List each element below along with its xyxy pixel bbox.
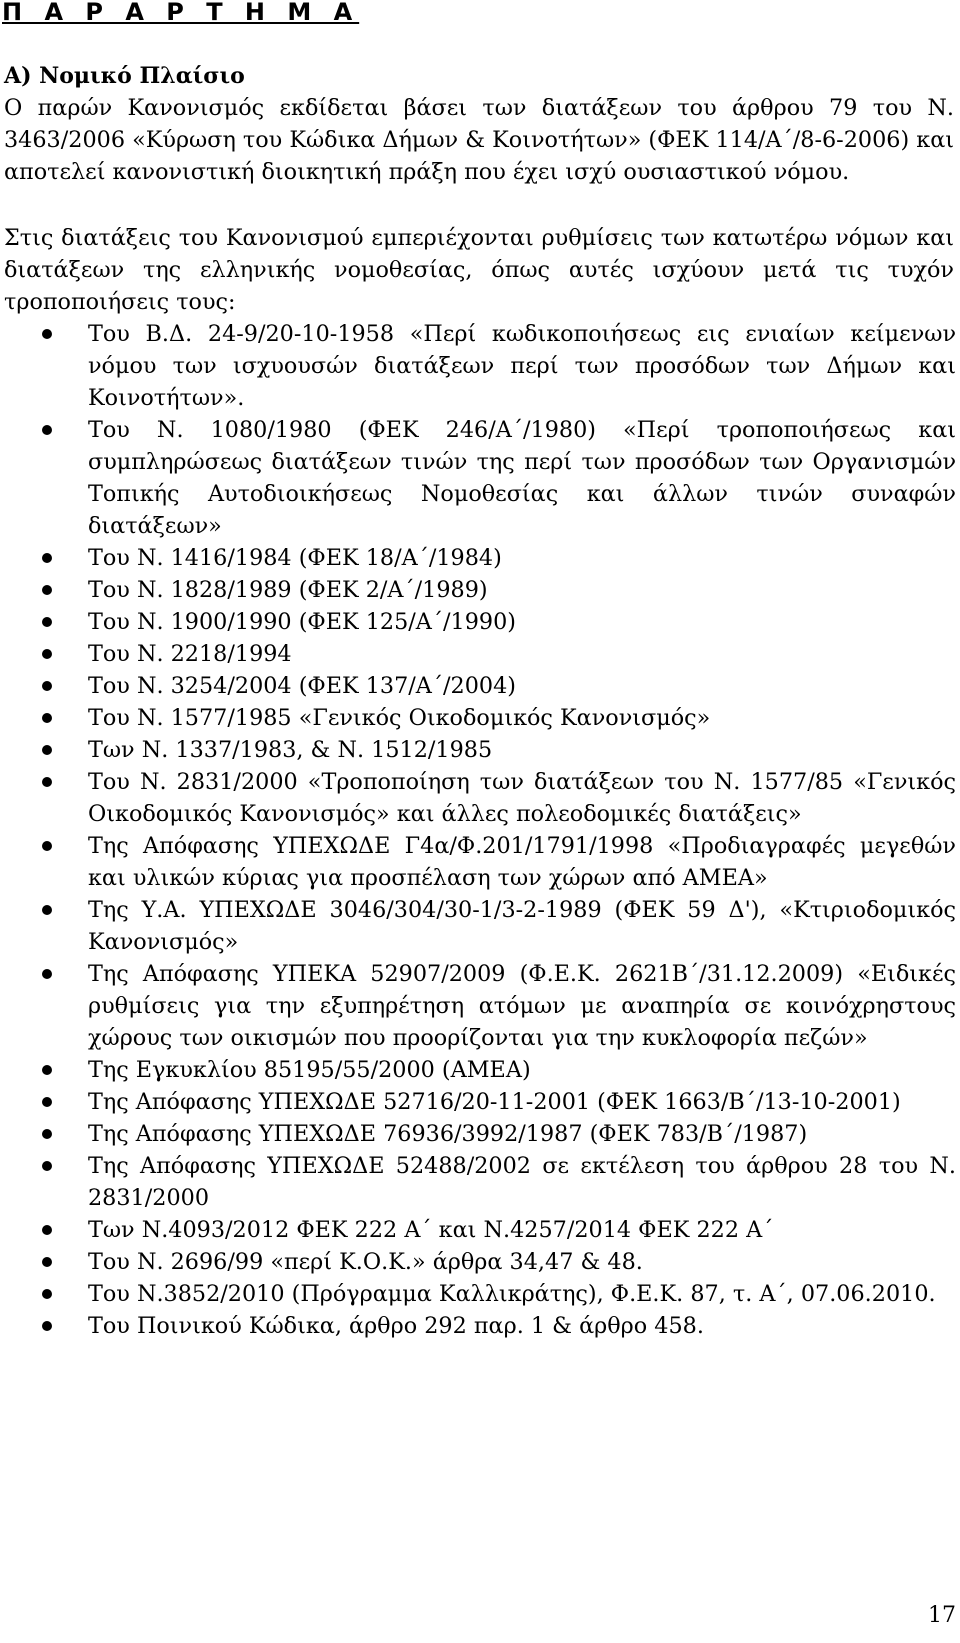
list-item [0,414,960,542]
list-item [0,1118,960,1150]
list-item-text: Του Ν.3852/2010 (Πρόγραμμα Καλλικράτης), Φ.Ε.Κ. 87, τ. Α΄, 07.06.2010. [88,1281,936,1307]
list-item-text: Των Ν.4093/2012 ΦΕΚ 222 Α΄ και Ν.4257/2014 ΦΕΚ 222 Α΄ [88,1217,774,1243]
list-item [0,702,960,734]
bullet-icon [42,1065,52,1075]
list-item [0,1086,960,1118]
list-item-text: Του Ποινικού Κώδικα, άρθρο 292 παρ. 1 & άρθρο 458. [88,1313,704,1339]
list-item [0,1214,960,1246]
list-item [0,958,960,1054]
section-title: Α) Νομικό Πλαίσιο [4,63,245,89]
list-item [0,1310,960,1342]
list-item-text: Του Ν. 2696/99 «περί Κ.Ο.Κ.» άρθρα 34,47 & 48. [88,1249,643,1275]
list-item-text: Της Απόφασης ΥΠΕΧΩΔΕ Γ4α/Φ.201/1791/1998 «Προδιαγραφές μεγεθών και υλικών κύριας για προσπέλαση των χώρων από ΑΜΕΑ» [88,833,956,891]
list-item [0,606,960,638]
bullet-icon [42,329,52,339]
list-item [0,318,960,414]
list-item-text: Του Ν. 2831/2000 «Τροποποίηση των διατάξεων του Ν. 1577/85 «Γενικός Οικοδομικός Κανονισμός» και άλλες πολεοδομικές διατάξεις» [88,769,956,827]
bullet-icon [42,1257,52,1267]
list-item-text: Του Ν. 3254/2004 (ΦΕΚ 137/Α΄/2004) [88,673,516,699]
bullet-icon [42,1225,52,1235]
bullet-icon [42,1129,52,1139]
bullet-icon [42,745,52,755]
list-item-text: Των Ν. 1337/1983, & Ν. 1512/1985 [88,737,493,763]
page-number: 17 [928,1603,956,1628]
list-item-text: Του Ν. 1080/1980 (ΦΕΚ 246/Α΄/1980) «Περί τροποποιήσεως και συμπληρώσεως διατάξεων τινών της περί των προσόδων των Οργανισμών Τοπικής Αυτοδιοικήσεως Νομοθεσίας και άλλων τινών συναφών διατάξεων» [88,417,956,539]
bullet-icon [42,585,52,595]
list-item-text: Του Ν. 2218/1994 [88,641,292,667]
list-item [0,574,960,606]
list-item [0,1150,960,1214]
law-list [0,318,960,1342]
list-item-text: Της Υ.Α. ΥΠΕΧΩΔΕ 3046/304/30-1/3-2-1989 (ΦΕΚ 59 Δ'), «Κτιριοδομικός Κανονισμός» [88,897,956,955]
appendix-heading: Π Α Ρ Α Ρ Τ Η Μ Α [2,0,360,26]
bullet-icon [42,777,52,787]
list-item [0,1246,960,1278]
list-item-text: Του Β.Δ. 24-9/20-10-1958 «Περί κωδικοποιήσεως εις ενιαίων κείμενων νόμου των ισχυουσών διατάξεων περί των προσόδων των Δήμων και Κοινοτήτων». [88,321,956,411]
list-item [0,1278,960,1310]
list-item-text: Της Απόφασης ΥΠΕΧΩΔΕ 52488/2002 σε εκτέλεση του άρθρου 28 του Ν. 2831/2000 [88,1153,956,1211]
list-item [0,670,960,702]
bullet-icon [42,681,52,691]
list-item [0,734,960,766]
intro-paragraph: Ο παρών Κανονισμός εκδίδεται βάσει των διατάξεων του άρθρου 79 του Ν. 3463/2006 «Κύρωση του Κώδικα Δήμων & Κοινοτήτων» (ΦΕΚ 114/Α΄/8-6-2006) και αποτελεί κανονιστική διοικητική πράξη που έχει ισχύ ουσιαστικού νόμου. [4,95,954,185]
bullet-icon [42,425,52,435]
provisions-paragraph: Στις διατάξεις του Κανονισμού εμπεριέχονται ρυθμίσεις των κατωτέρω νόμων και διατάξεων της ελληνικής νομοθεσίας, όπως αυτές ισχύουν μετά τις τυχόν τροποποιήσεις τους: [4,225,954,315]
bullet-icon [42,1321,52,1331]
list-item-text: Του Ν. 1416/1984 (ΦΕΚ 18/Α΄/1984) [88,545,502,571]
bullet-icon [42,713,52,723]
bullet-icon [42,649,52,659]
bullet-icon [42,969,52,979]
list-item [0,638,960,670]
list-item-text: Του Ν. 1577/1985 «Γενικός Οικοδομικός Κανονισμός» [88,705,711,731]
bullet-icon [42,841,52,851]
list-item [0,1054,960,1086]
bullet-icon [42,905,52,915]
list-item-text: Της Απόφασης ΥΠΕΧΩΔΕ 52716/20-11-2001 (ΦΕΚ 1663/Β΄/13-10-2001) [88,1089,901,1115]
list-item [0,542,960,574]
list-item [0,830,960,894]
list-item-text: Του Ν. 1828/1989 (ΦΕΚ 2/Α΄/1989) [88,577,488,603]
list-item-text: Της Απόφασης ΥΠΕΚΑ 52907/2009 (Φ.Ε.Κ. 2621Β΄/31.12.2009) «Ειδικές ρυθμίσεις για την εξυπηρέτηση ατόμων με αναπηρία σε κοινόχρηστους χώρους των οικισμών που προορίζονται για την κυκλοφορία πεζών» [88,961,956,1051]
bullet-icon [42,1097,52,1107]
list-item-text: Της Εγκυκλίου 85195/55/2000 (ΑΜΕΑ) [88,1057,531,1083]
bullet-icon [42,1161,52,1171]
bullet-icon [42,1289,52,1299]
bullet-icon [42,617,52,627]
list-item [0,766,960,830]
list-item-text: Της Απόφασης ΥΠΕΧΩΔΕ 76936/3992/1987 (ΦΕΚ 783/Β΄/1987) [88,1121,808,1147]
list-item [0,894,960,958]
bullet-icon [42,553,52,563]
list-item-text: Του Ν. 1900/1990 (ΦΕΚ 125/Α΄/1990) [88,609,516,635]
